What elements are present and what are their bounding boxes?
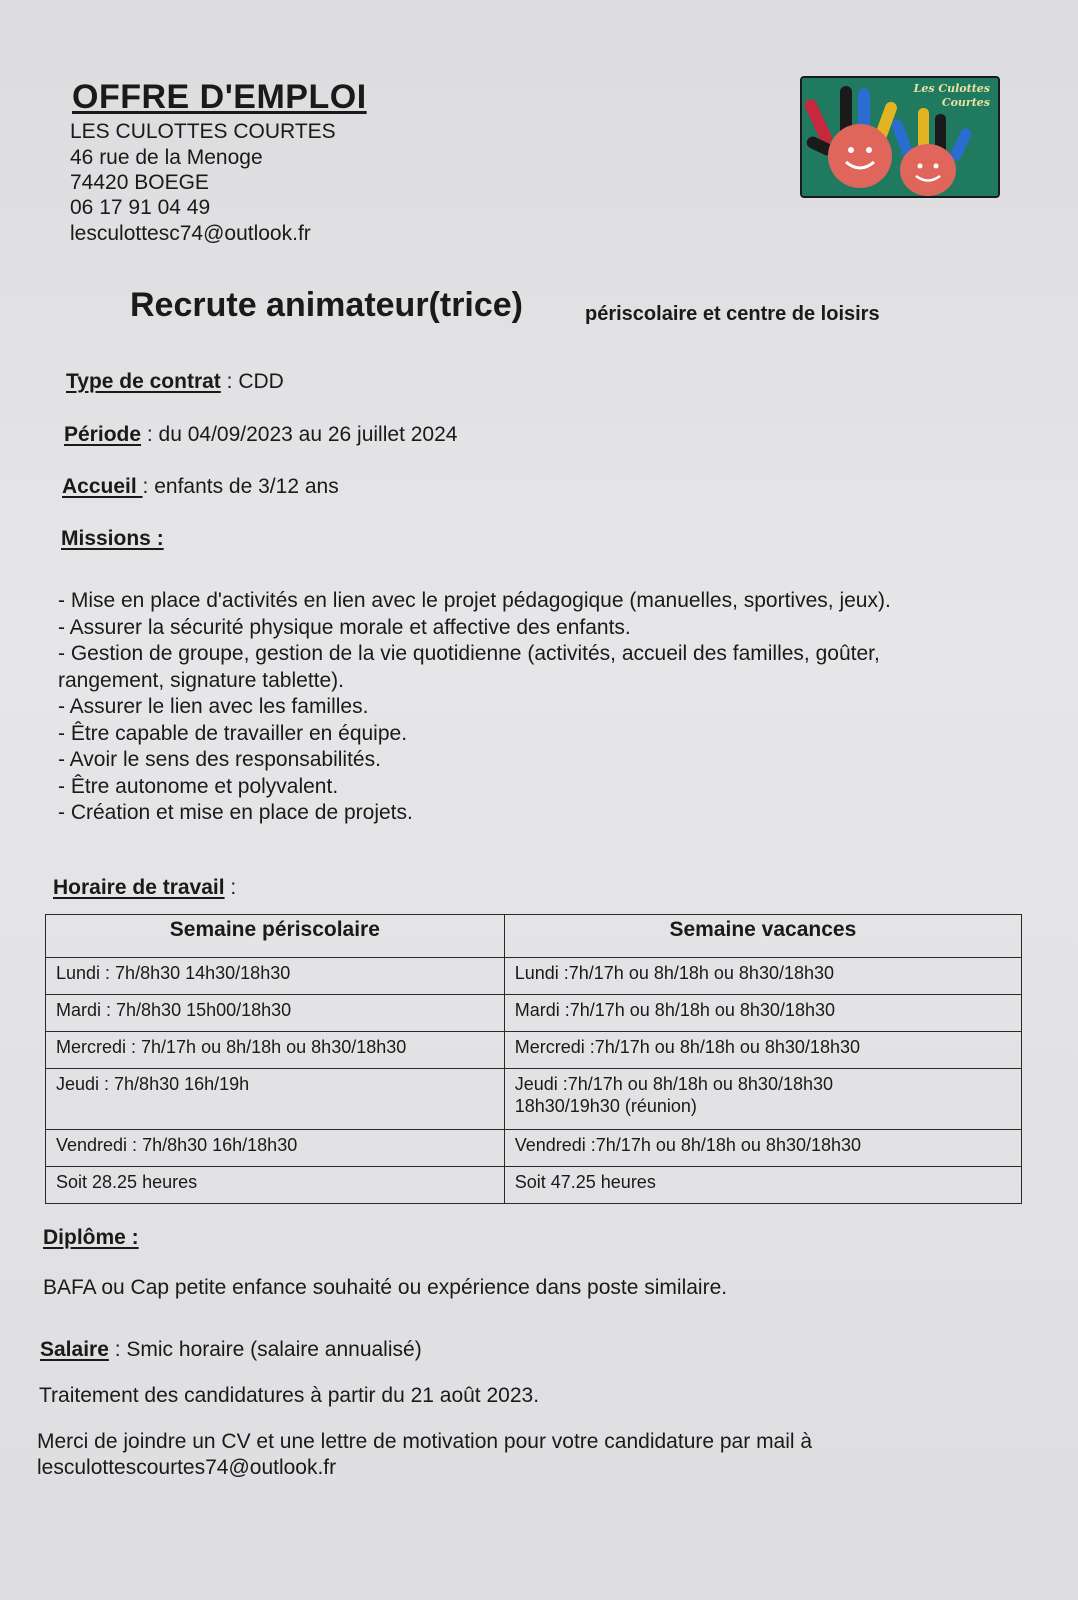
job-headline-subtitle: périscolaire et centre de loisirs [585,303,880,325]
table-cell: Mercredi :7h/17h ou 8h/18h ou 8h30/18h30 [504,1032,1021,1069]
schedule-heading: Horaire de travail : [53,876,237,899]
table-row [46,958,1022,995]
table-cell: Lundi :7h/17h ou 8h/18h ou 8h30/18h30 [504,958,1021,995]
mission-item: - Assurer la sécurité physique morale et affective des enfants. [58,615,631,639]
table-row [46,1167,1022,1204]
table-cell: Soit 28.25 heures [46,1167,505,1204]
column-header: Semaine vacances [504,915,1021,958]
diploma-heading: Diplôme : [43,1226,139,1249]
schedule-heading-label: Horaire de travail [53,876,225,899]
contract-type-value: : CDD [220,370,284,393]
mission-item: - Création et mise en place de projets. [58,801,413,824]
diploma-text: BAFA ou Cap petite enfance souhaité ou expérience dans poste similaire. [43,1276,728,1299]
reception-value: : enfants de 3/12 ans [142,475,339,498]
mission-item: rangement, signature tablette). [58,668,345,692]
table-cell: Mercredi : 7h/17h ou 8h/18h ou 8h30/18h30 [46,1032,505,1069]
mission-item: - Mise en place d'activités en lien avec le projet pédagogique (manuelles, sportives, jeux). [58,589,891,612]
salary-label: Salaire [40,1338,109,1361]
table-cell [504,1069,1021,1130]
table-cell: Soit 47.25 heures [504,1167,1021,1204]
mission-item: - Gestion de groupe, gestion de la vie quotidienne (activités, accueil des familles, goûter, [58,642,880,665]
table-cell: Jeudi : 7h/8h30 16h/19h [46,1069,505,1130]
mission-item: - Être autonome et polyvalent. [58,774,339,798]
job-headline: Recrute animateur(trice) [130,286,524,324]
apply-instructions: Merci de joindre un CV et une lettre de motivation pour votre candidature par mail à [37,1430,813,1453]
processing-date: Traitement des candidatures à partir du 21 août 2023. [39,1384,540,1407]
apply-email: lesculottescourtes74@outlook.fr [37,1456,337,1479]
mission-item: - Assurer le lien avec les familles. [58,695,369,718]
phone-number: 06 17 91 04 49 [70,196,211,219]
table-cell-line: 18h30/19h30 (réunion) [514,1096,697,1116]
organization-logo [800,76,1000,198]
period [64,423,457,447]
mission-item: - Être capable de travailler en équipe. [58,721,408,745]
column-header: Semaine périscolaire [46,915,505,958]
table-row [46,995,1022,1032]
contract-type-label: Type de contrat [66,370,221,393]
address-street: 46 rue de la Menoge [70,146,263,169]
table-row [46,1069,1022,1130]
contract-type [66,370,284,394]
contact-email: lesculottesc74@outlook.fr [70,222,311,245]
schedule-table [45,914,1022,1204]
offer-title: OFFRE D'EMPLOI [72,78,367,116]
salary [40,1338,422,1362]
period-label: Période [64,423,142,446]
table-cell: Vendredi :7h/17h ou 8h/18h ou 8h30/18h30 [504,1130,1021,1167]
address-city: 74420 BOEGE [70,171,209,194]
table-row [46,1130,1022,1167]
reception [62,475,339,499]
table-row [46,1032,1022,1069]
missions-heading: Missions : [61,527,164,550]
table-header-row [46,915,1022,958]
reception-label: Accueil [62,475,143,498]
org-name: LES CULOTTES COURTES [70,120,336,143]
table-cell: Mardi :7h/17h ou 8h/18h ou 8h30/18h30 [504,995,1021,1032]
table-cell-line: Jeudi :7h/17h ou 8h/18h ou 8h30/18h30 [514,1074,834,1094]
logo-text: Les Culottes Courtes [913,82,990,109]
missions-list [58,588,1018,827]
period-value: : du 04/09/2023 au 26 juillet 2024 [141,423,458,446]
table-cell: Vendredi : 7h/8h30 16h/18h30 [46,1130,505,1167]
mission-item: - Avoir le sens des responsabilités. [58,748,381,771]
table-cell: Mardi : 7h/8h30 15h00/18h30 [46,995,505,1032]
salary-value: : Smic horaire (salaire annualisé) [108,1338,422,1361]
table-cell: Lundi : 7h/8h30 14h30/18h30 [46,958,505,995]
